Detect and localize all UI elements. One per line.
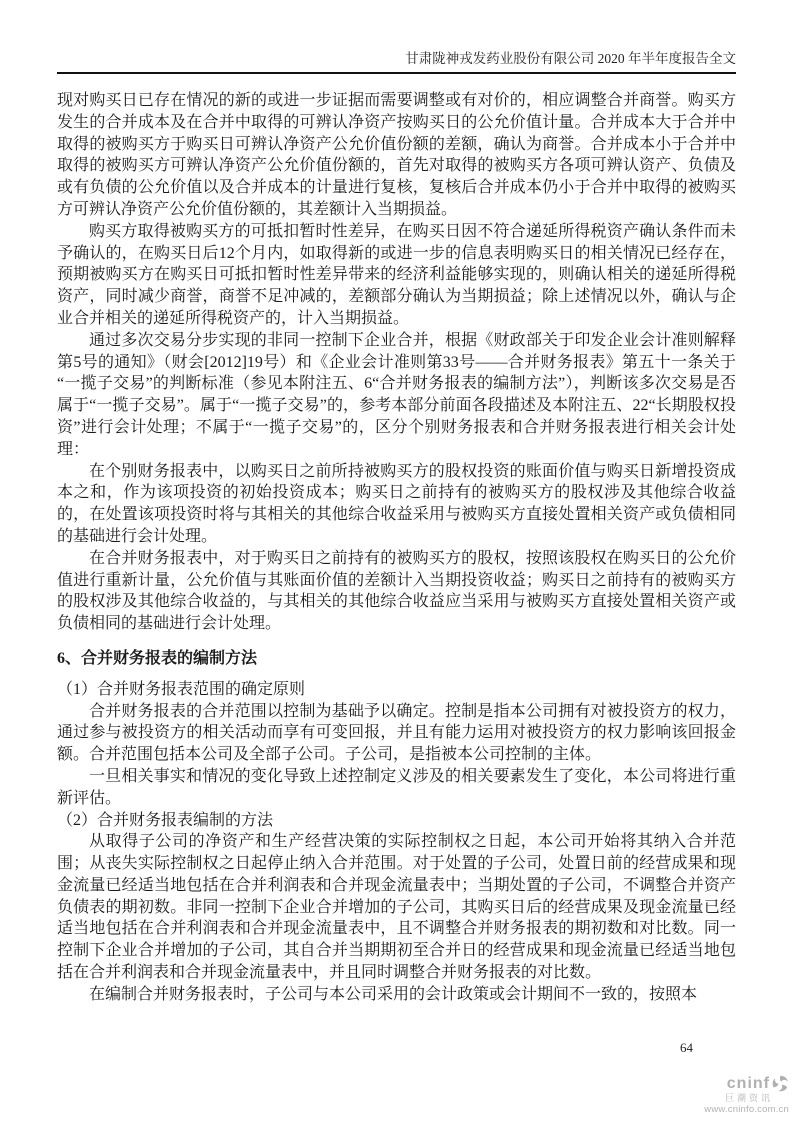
paragraph: （2）合并财务报表编制的方法 — [57, 811, 274, 829]
report-header-title: 甘肃陇神戎发药业股份有限公司 2020 年半年度报告全文 — [405, 51, 736, 66]
paragraph: 合并财务报表的合并范围以控制为基础予以确定。控制是指本公司拥有对被投资方的权力，通过参与被投资方的相关活动而享有可变回报，并且有能力运用对被投资方的权力影响该回报金额。合并范围包括本公司及全部子公司。子公司，是指被本公司控制的主体。 — [57, 702, 736, 764]
document-body — [57, 90, 736, 1006]
cninfo-url: www.cninfo.com.cn — [704, 1104, 789, 1115]
cninfo-brand-text: cninf — [726, 1074, 770, 1092]
section-heading: 6、合并财务报表的编制方法 — [57, 649, 258, 667]
paragraph: 在个别财务报表中，以购买日之前所持被购买方的股权投资的账面价值与购买日新增投资成本之和，作为该项投资的初始投资成本；购买日之前持有的被购买方的股权涉及其他综合收益的，在处置该项投资时将与其相关的其他综合收益采用与被购买方直接处置相关资产或负债相同的基础进行会计处理。 — [57, 462, 736, 545]
cninfo-logo-row — [669, 1075, 789, 1092]
page-number: 64 — [680, 1040, 693, 1055]
paragraph: 通过多次交易分步实现的非同一控制下企业合并，根据《财政部关于印发企业会计准则解释第5号的通知》（财会[2012]19号）和《企业会计准则第33号——合并财务报表》第五十一条关于“一揽子交易”的判断标准（参见本附注五、6“合并财务报表的编制方法”），判断该多次交易是否属于“一揽子交易”。属于“一揽子交易”的，参考本部分前面各段描述及本附注五、22“长期股权投资”进行会计处理；不属于“一揽子交易”的，区分个别财务报表和合并财务报表进行相关会计处理： — [57, 331, 736, 458]
paragraph: 一旦相关事实和情况的变化导致上述控制定义涉及的相关要素发生了变化，本公司将进行重新评估。 — [57, 767, 736, 807]
paragraph: 现对购买日已存在情况的新的或进一步证据而需要调整或有对价的，相应调整合并商誉。购买方发生的合并成本及在合并中取得的可辨认净资产按购买日的公允价值计量。合并成本大于合并中取得的被购买方于购买日可辨认净资产公允价值份额的差额，确认为商誉。合并成本小于合并中取得的被购买方可辨认净资产公允价值份额的，首先对取得的被购买方各项可辨认资产、负债及或有负债的公允价值以及合并成本的计量进行复核，复核后合并成本仍小于合并中取得的被购买方可辨认净资产公允价值份额的，其差额计入当期损益。 — [57, 92, 736, 218]
report-header — [57, 51, 736, 74]
paragraph: 购买方取得被购买方的可抵扣暂时性差异，在购买日因不符合递延所得税资产确认条件而未予确认的，在购买日后12个月内，如取得新的或进一步的信息表明购买日的相关情况已经存在，预期被购买方在购买日可抵扣暂时性差异带来的经济利益能够实现的，则确认相关的递延所得税资产，同时减少商誉，商誉不足冲减的，差额部分确认为当期损益；除上述情况以外，确认与企业合并相关的递延所得税资产的，计入当期损益。 — [57, 222, 736, 327]
cninfo-chinese-name: 巨潮资讯 — [724, 1093, 773, 1103]
paragraph: 从取得子公司的净资产和生产经营决策的实际控制权之日起，本公司开始将其纳入合并范围；从丧失实际控制权之日起停止纳入合并范围。对于处置的子公司，处置日前的经营成果和现金流量已经适当地包括在合并利润表和合并现金流量表中；当期处置的子公司，不调整合并资产负债表的期初数。非同一控制下企业合并增加的子公司，其购买日后的经营成果及现金流量已经适当地包括在合并利润表和合并现金流量表中，且不调整合并财务报表的期初数和对比数。同一控制下企业合并增加的子公司，其自合并当期期初至合并日的经营成果和现金流量已经适当地包括在合并利润表和合并现金流量表中，并且同时调整合并财务报表的对比数。 — [57, 833, 736, 982]
paragraph: 在合并财务报表中，对于购买日之前持有的被购买方的股权，按照该股权在购买日的公允价值进行重新计量，公允价值与其账面价值的差额计入当期投资收益；购买日之前持有的被购买方的股权涉及其他综合收益的，与其相关的其他综合收益应当采用与被购买方直接处置相关资产或负债相同的基础进行会计处理。 — [57, 549, 736, 633]
cninfo-swirl-icon — [772, 1075, 789, 1092]
cninfo-logo — [669, 1075, 789, 1115]
paragraph: （1）合并财务报表范围的确定原则 — [57, 680, 306, 698]
paragraph: 在编制合并财务报表时，子公司与本公司采用的会计政策或会计期间不一致的，按照本 — [89, 985, 698, 1003]
